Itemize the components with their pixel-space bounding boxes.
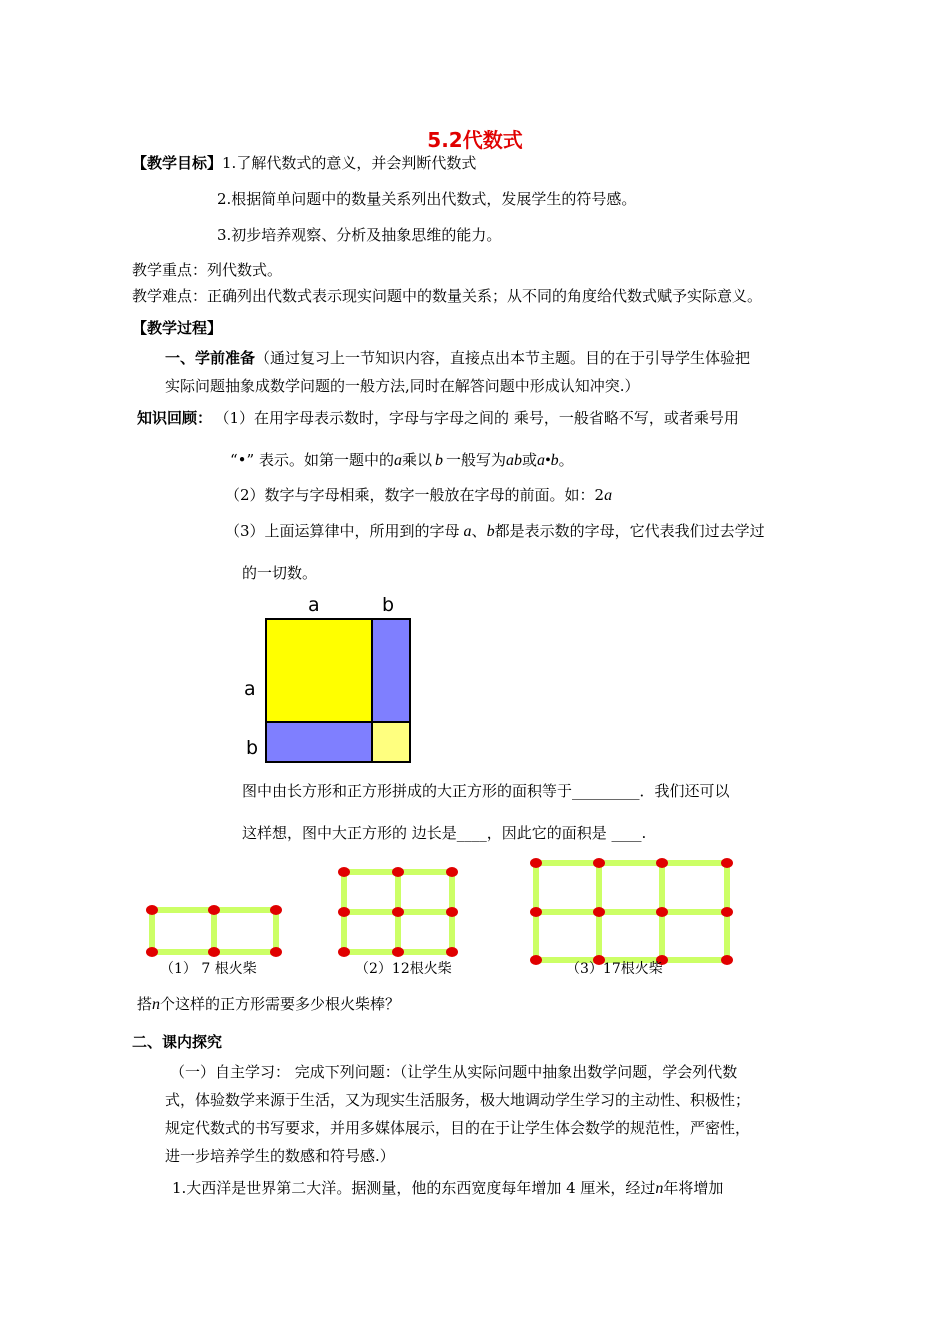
matchstick-head xyxy=(656,858,668,868)
matchstick-head xyxy=(446,907,458,917)
review-heading: 知识回顾： xyxy=(137,409,213,427)
section2-intro-2: 式，体验数学来源于生活，又为现实生活服务，极大地调动学生学习的主动性、积极性； xyxy=(165,1091,751,1109)
label-left-b: b xyxy=(246,737,259,759)
section1-heading: 一、学前准备 xyxy=(165,349,256,367)
review-line-1: 知识回顾： （1）在用字母表示数时，字母与字母之间的 乘号，一般省略不写，或者乘号用 xyxy=(137,409,739,427)
objectives-heading: 【教学目标】 xyxy=(132,154,223,172)
grid-2 xyxy=(338,867,458,957)
section1-line-1: 一、学前准备（通过复习上一节知识内容，直接点出本节主题。目的在于引导学生体验把 xyxy=(165,349,751,367)
matchstick-head xyxy=(338,867,350,877)
page-title: 5.2代数式 xyxy=(427,128,523,152)
matchstick-head xyxy=(338,907,350,917)
label-left-a: a xyxy=(244,678,256,700)
matchstick-head xyxy=(392,867,404,877)
section2-heading: 二、课内探究 xyxy=(132,1033,223,1051)
matchstick-head xyxy=(721,858,733,868)
matchstick-head xyxy=(208,947,220,957)
matchstick-head xyxy=(270,947,282,957)
process-heading: 【教学过程】 xyxy=(132,319,223,337)
label-top-a: a xyxy=(308,594,320,616)
section2-intro-4: 进一步培养学生的数感和符号感.） xyxy=(165,1147,395,1165)
matchstick-head xyxy=(338,947,350,957)
area-text-1: 图中由长方形和正方形拼成的大正方形的面积等于_________．我们还可以 xyxy=(242,782,730,800)
matchstick-head xyxy=(593,858,605,868)
caption-3: （3）17根火柴 xyxy=(566,961,663,977)
difficulty: 教学难点：正确列出代数式表示现实问题中的数量关系；从不同的角度给代数式赋予实际意义。 xyxy=(132,287,763,305)
grid-1 xyxy=(146,905,282,957)
question-1: 1.大西洋是世界第二大洋。据测量，他的东西宽度每年增加 4 厘米，经过n年将增加 xyxy=(172,1179,724,1197)
matchstick-head xyxy=(392,947,404,957)
matchstick-head xyxy=(146,947,158,957)
matchstick-head xyxy=(208,905,220,915)
matchstick-head xyxy=(392,907,404,917)
grid-3 xyxy=(530,858,733,965)
key-point: 教学重点：列代数式。 xyxy=(132,261,283,279)
review-line-3: （2）数字与字母相乘，数字一般放在字母的前面。如：2a xyxy=(225,486,613,504)
review-line-5: 的一切数。 xyxy=(242,564,318,582)
matchstick-head xyxy=(446,867,458,877)
section1-line-2: 实际问题抽象成数学问题的一般方法,同时在解答问题中形成认知冲突.） xyxy=(165,377,640,395)
matchstick-head xyxy=(446,947,458,957)
matchstick-head xyxy=(721,955,733,965)
section2-intro-1: （一）自主学习： 完成下列问题：（让学生从实际问题中抽象出数学问题，学会列代数 xyxy=(170,1063,738,1081)
section2-intro-3: 规定代数式的书写要求，并用多媒体展示，目的在于让学生体会数学的规范性，严密性， xyxy=(165,1119,751,1137)
matchstick-question: 搭n个这样的正方形需要多少根火柴棒？ xyxy=(137,995,401,1013)
matchstick-head xyxy=(721,907,733,917)
label-top-b: b xyxy=(382,594,395,616)
review-line-2: “•” 表示。如第一题中的a乘以 b 一般写为ab或a•b。 xyxy=(230,451,574,469)
matchstick-head xyxy=(593,907,605,917)
matchstick-head xyxy=(530,907,542,917)
matchstick-head xyxy=(146,905,158,915)
matchstick-head xyxy=(530,858,542,868)
objective-1: 1.了解代数式的意义，并会判断代数式 xyxy=(222,154,477,172)
objective-3: 3.初步培养观察、分析及抽象思维的能力。 xyxy=(217,226,502,244)
matchstick-head xyxy=(270,905,282,915)
objective-2: 2.根据简单问题中的数量关系列出代数式，发展学生的符号感。 xyxy=(217,190,637,208)
matchstick-head xyxy=(656,907,668,917)
caption-2: （2）12根火柴 xyxy=(355,961,452,977)
review-line-4: （3）上面运算律中，所用到的字母 a、b都是表示数的字母，它代表我们过去学过 xyxy=(225,522,765,540)
matchstick-head xyxy=(530,955,542,965)
area-text-2: 这样想，图中大正方形的 边长是____，因此它的面积是 ____. xyxy=(242,824,647,842)
caption-1: （1） 7 根火柴 xyxy=(160,961,257,977)
